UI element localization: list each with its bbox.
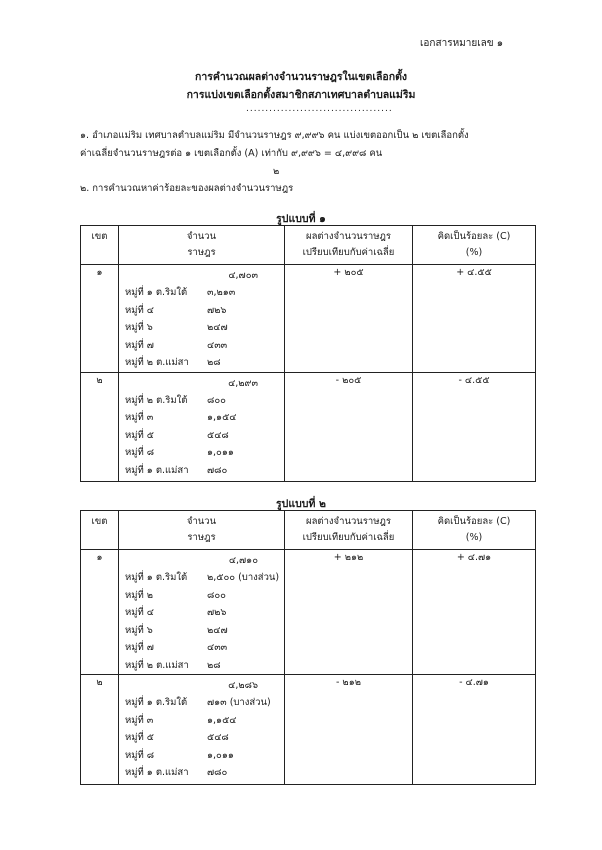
paragraph-calculation: ๒. การคำนวณหาค่าร้อยละของผลต่างจำนวนราษฎร bbox=[80, 183, 294, 194]
header-zone: เขต bbox=[81, 226, 119, 265]
paragraph-population: ๑. อำเภอแม่ริม เทศบาลตำบลแม่ริม มีจำนวนราษฎร ๙,๙๙๖ คน แบ่งเขตออกเป็น ๒ เขตเลือกตั้ง bbox=[80, 130, 469, 141]
header-difference: ผลต่างจำนวนราษฎร เปรียบเทียบกับค่าเฉลี่ย bbox=[285, 226, 413, 265]
percent-value: + ๔.๗๑ bbox=[413, 550, 536, 675]
table-header-row bbox=[81, 226, 536, 265]
percent-value: + ๔.๕๕ bbox=[413, 265, 536, 373]
document-number: เอกสารหมายเลข ๑ bbox=[420, 38, 504, 49]
list-item: หมู่ที่ ๒ ต.แม่สา ๒๘ bbox=[125, 659, 221, 671]
document-title: การคำนวณผลต่างจำนวนราษฎรในเขตเลือกตั้ง bbox=[194, 71, 408, 83]
header-percent: คิดเป็นร้อยละ (C) (%) bbox=[413, 226, 536, 265]
list-item: หมู่ที่ ๑ ต.แม่สา ๗๘๐ bbox=[125, 464, 228, 476]
table-row bbox=[81, 372, 536, 481]
list-item: หมู่ที่ ๘ ๑,๐๑๑ bbox=[125, 447, 234, 458]
list-item: หมู่ที่ ๖ ๒๔๗ bbox=[125, 624, 228, 636]
difference-value: - ๒๐๕ bbox=[285, 372, 413, 481]
population-cell bbox=[119, 265, 285, 373]
percent-value: - ๔.๗๑ bbox=[413, 675, 536, 785]
difference-value: + ๒๐๕ bbox=[285, 265, 413, 373]
population-total: ๔,๗๐๓ bbox=[228, 270, 258, 281]
list-item: หมู่ที่ ๕ ๕๔๘ bbox=[125, 732, 229, 743]
population-total: ๔,๒๘๖ bbox=[228, 680, 258, 691]
population-total: ๔,๒๙๓ bbox=[228, 377, 258, 389]
table-row bbox=[81, 265, 536, 373]
difference-value: + ๒๑๒ bbox=[285, 550, 413, 675]
population-cell bbox=[119, 675, 285, 785]
title-divider: ...................................... bbox=[246, 104, 393, 114]
model-2-table bbox=[80, 510, 536, 785]
document-subtitle: การแบ่งเขตเลือกตั้งสมาชิกสภาเทศบาลตำบลแม่ริม bbox=[186, 89, 416, 101]
zone-number: ๒ bbox=[81, 675, 119, 785]
population-cell bbox=[119, 372, 285, 481]
list-item: หมู่ที่ ๕ ๕๔๘ bbox=[125, 429, 229, 441]
list-item: หมู่ที่ ๖ ๒๔๗ bbox=[125, 322, 228, 333]
list-item: หมู่ที่ ๘ ๑,๐๑๑ bbox=[125, 749, 234, 761]
zone-number: ๑ bbox=[81, 550, 119, 675]
list-item: หมู่ที่ ๒ ต.แม่สา ๒๘ bbox=[125, 357, 221, 368]
header-percent: คิดเป็นร้อยละ (C) (%) bbox=[413, 511, 536, 550]
header-population: จำนวน ราษฎร bbox=[119, 226, 285, 265]
average-denominator: ๒ bbox=[273, 166, 280, 177]
list-item: หมู่ที่ ๒ ๘๐๐ bbox=[125, 589, 226, 601]
list-item: หมู่ที่ ๑ ต.แม่สา ๗๘๐ bbox=[125, 767, 228, 778]
table-row bbox=[81, 550, 536, 675]
list-item: หมู่ที่ ๒ ต.ริมใต้ ๘๐๐ bbox=[125, 394, 226, 406]
list-item: หมู่ที่ ๑ ต.ริมใต้ ๓,๒๑๓ bbox=[125, 287, 236, 298]
zone-number: ๒ bbox=[81, 372, 119, 481]
list-item: หมู่ที่ ๗ ๔๓๓ bbox=[125, 339, 228, 351]
table-row bbox=[81, 675, 536, 785]
list-item: หมู่ที่ ๔ ๗๒๖ bbox=[125, 607, 227, 618]
list-item: หมู่ที่ ๓ ๑,๑๕๔ bbox=[125, 412, 237, 423]
population-cell bbox=[119, 550, 285, 675]
percent-value: - ๔.๕๕ bbox=[413, 372, 536, 481]
model-1-title: รูปแบบที่ ๑ bbox=[276, 213, 326, 225]
list-item: หมู่ที่ ๑ ต.ริมใต้ ๗๑๓ (บางส่วน) bbox=[125, 697, 271, 708]
header-zone: เขต bbox=[81, 511, 119, 550]
model-1-table bbox=[80, 225, 536, 482]
header-population: จำนวน ราษฎร bbox=[119, 511, 285, 550]
zone-number: ๑ bbox=[81, 265, 119, 373]
list-item: หมู่ที่ ๗ ๔๓๓ bbox=[125, 642, 228, 653]
difference-value: - ๒๑๒ bbox=[285, 675, 413, 785]
list-item: หมู่ที่ ๔ ๗๒๖ bbox=[125, 304, 227, 316]
paragraph-average: ค่าเฉลี่ยจำนวนราษฎรต่อ ๑ เขตเลือกตั้ง (A) เท่ากับ ๙,๙๙๖ = ๔,๙๙๘ คน bbox=[80, 148, 383, 159]
list-item: หมู่ที่ ๑ ต.ริมใต้ ๒,๕๐๐ (บางส่วน) bbox=[125, 572, 280, 583]
population-total: ๔,๗๑๐ bbox=[228, 555, 258, 566]
table-header-row bbox=[81, 511, 536, 550]
list-item: หมู่ที่ ๓ ๑,๑๕๔ bbox=[125, 714, 237, 726]
header-difference: ผลต่างจำนวนราษฎร เปรียบเทียบกับค่าเฉลี่ย bbox=[285, 511, 413, 550]
model-2-title: รูปแบบที่ ๒ bbox=[276, 498, 326, 510]
